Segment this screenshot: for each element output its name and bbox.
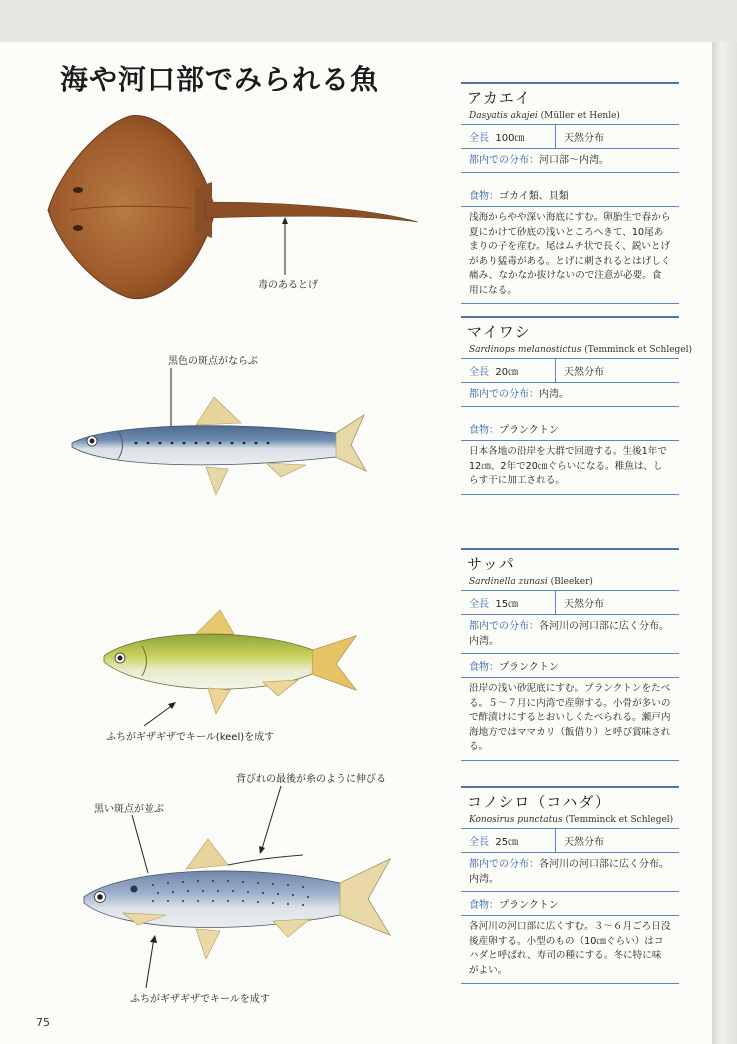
length-row: 全長 15㎝ 天然分布 (461, 591, 679, 615)
scientific-name: Sardinella zunasi (Bleeker) (461, 574, 679, 591)
scientific-name: Sardinops melanostictus (Temminck et Schlegel) (461, 342, 679, 359)
entry-name: コノシロ（コハダ） (461, 786, 679, 812)
scientific-name: Konosirus punctatus (Temminck et Schlegel) (461, 812, 679, 829)
length-row: 全長 100㎝ 天然分布 (461, 125, 679, 149)
distribution-row: 都内での分布：各河川の河口部に広く分布。内湾。 (461, 853, 679, 892)
scientific-name: Dasyatis akajei (Müller et Henle) (461, 108, 679, 125)
akaei-illustration (40, 110, 430, 305)
description: 沿岸の浅い砂泥底にすむ。プランクトンをたべる。５～７月に内湾で産卵する。小骨が多いので酢漬けにするとおいしくたべられる。瀬戸内海地方ではママカリ（飯借り）と呼び賞味される。 (461, 678, 679, 761)
distribution-row: 都内での分布：河口部～内湾。 (461, 149, 679, 173)
food-row: 食物：プランクトン (461, 654, 679, 678)
konoshiro-fin-label: 背びれの最後が糸のように伸びる (236, 774, 386, 785)
distribution-row: 都内での分布：各河川の河口部に広く分布。内湾。 (461, 615, 679, 654)
maiwashi-spots-label: 黒色の斑点がならぶ (168, 356, 258, 367)
distribution-row: 都内での分布：内湾。 (461, 383, 679, 407)
entry-name: アカエイ (461, 82, 679, 108)
food-row: 食物：ゴカイ類、貝類 (461, 183, 679, 207)
entry-sappa (461, 548, 679, 761)
entry-akaei (461, 82, 679, 304)
sappa-illustration (98, 608, 366, 718)
konoshiro-spots-label: 黒い斑点が並ぶ (94, 804, 164, 815)
description: 浅海からやや深い海底にすむ。卵胎生で春から夏にかけて砂底の浅いところへきて、10尾あまりの子を産む。尾はムチ状で長く、鋭いとげがあり猛毒がある。とげに刺されるとはげしく痛み、なかなか抜けないので注意が必要。食用になる。 (461, 207, 679, 304)
page-number: 75 (36, 1016, 50, 1029)
konoshiro-illustration (78, 835, 400, 965)
description: 各河川の河口部に広くすむ。３～６月ごろ日没後産卵する。小型のもの（10㎝ぐらい）はコハダと呼ばれ、寿司の種にする。冬に特に味がよい。 (461, 916, 679, 984)
food-row: 食物：プランクトン (461, 892, 679, 916)
entry-konoshiro (461, 786, 679, 984)
konoshiro-keel-label: ふちがギザギザでキールを成す (130, 994, 270, 1005)
length-row: 全長 25㎝ 天然分布 (461, 829, 679, 853)
akaei-spine-label: 毒のあるとげ (258, 280, 318, 291)
food-row: 食物：プランクトン (461, 417, 679, 441)
description: 日本各地の沿岸を大群で回遊する。生後1年で12㎝、2年で20㎝ぐらいになる。稚魚は、しらす干に加工される。 (461, 441, 679, 495)
entry-maiwashi (461, 316, 693, 495)
maiwashi-illustration (66, 395, 396, 505)
length-row: 全長 20㎝ 天然分布 (461, 359, 679, 383)
entry-name: サッパ (461, 548, 679, 574)
page-edge (712, 42, 737, 1044)
sappa-keel-label: ふちがギザギザでキール(keel)を成す (106, 732, 275, 743)
entry-name: マイワシ (461, 316, 679, 342)
page-title: 海や河口部でみられる魚 (60, 63, 380, 96)
